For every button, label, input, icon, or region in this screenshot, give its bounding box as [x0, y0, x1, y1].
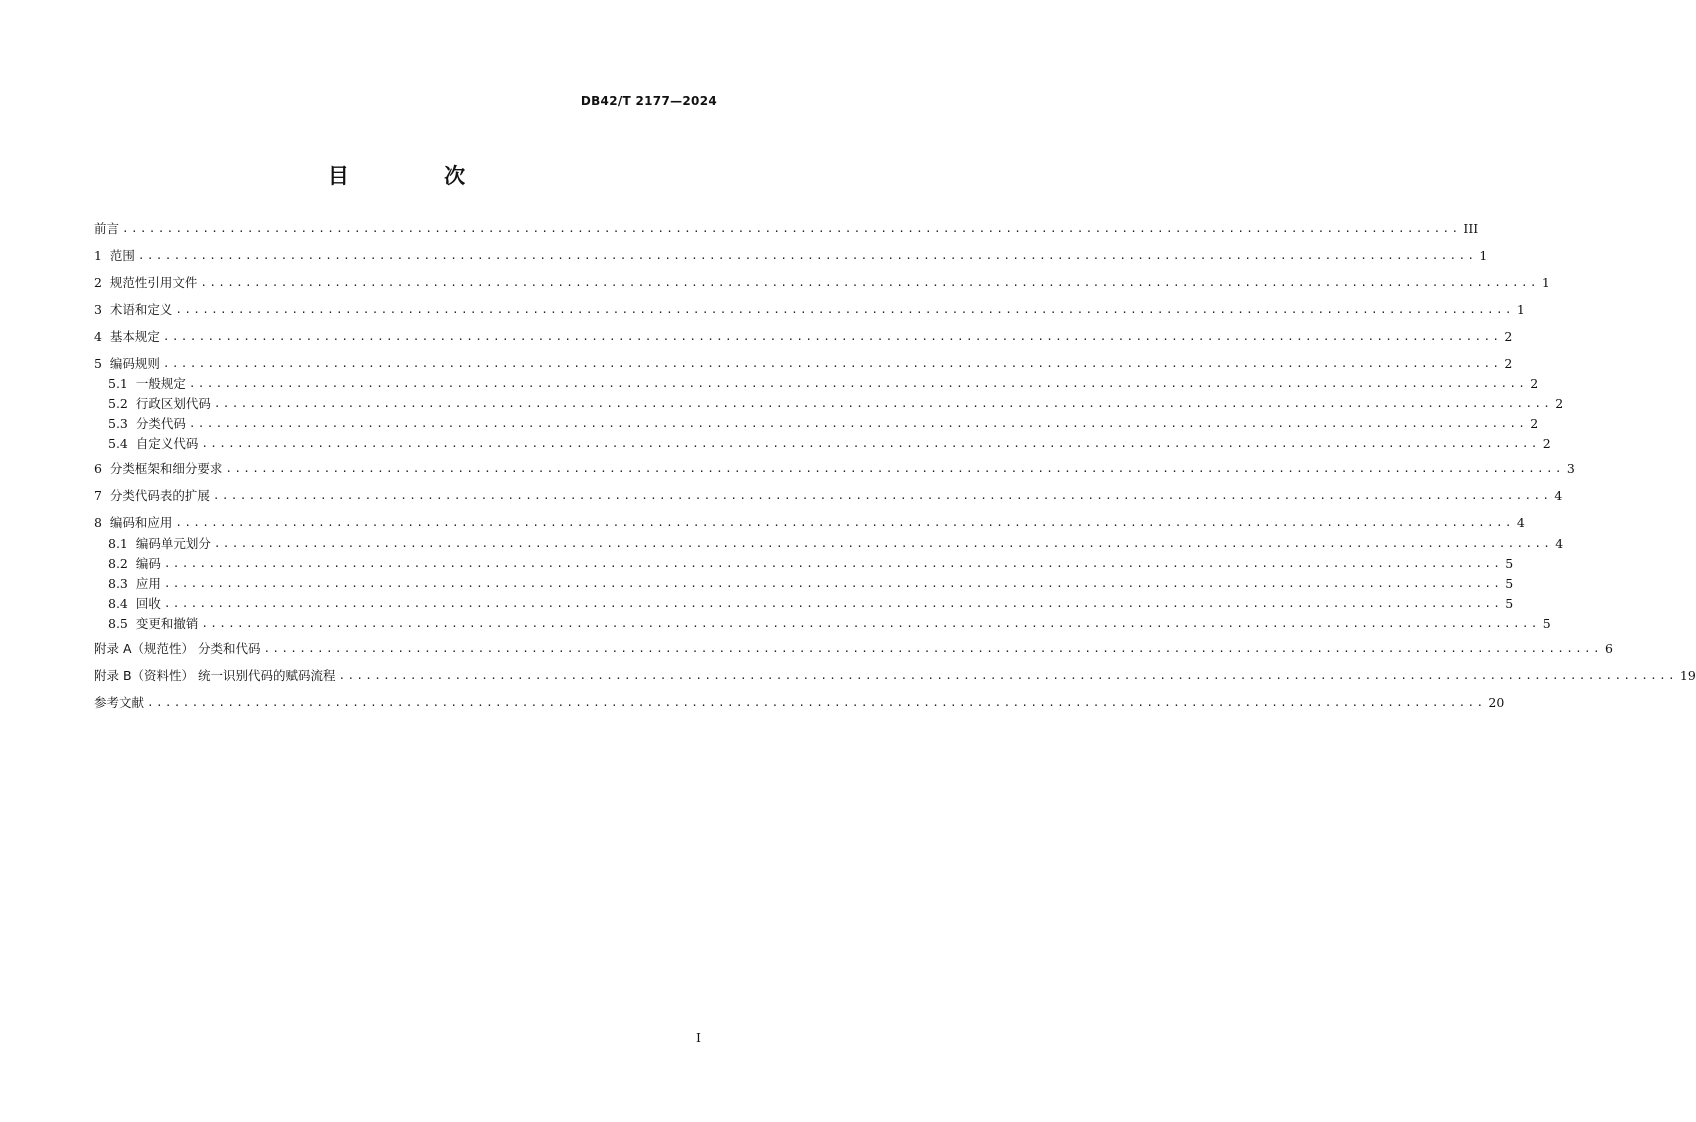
toc-entry-page: 4 [1516, 514, 1525, 530]
toc-entry-label: 前言 [94, 221, 120, 236]
toc-entry-page: 5 [1542, 615, 1551, 631]
toc-leader-dots: ...................................................................................................................................................... [137, 248, 1477, 262]
toc-entry-label: 附录 B（资料性） 统一识别代码的赋码流程 [94, 668, 336, 683]
toc-entry-label: 编码规则 [109, 356, 160, 371]
toc-entry-page: 4 [1554, 487, 1563, 503]
toc-entry-page: 2 [1542, 435, 1551, 451]
toc-entry-page: 5 [1505, 555, 1514, 571]
toc-entry-7[interactable] [94, 486, 1563, 504]
toc-entry-number: 8.1 [108, 535, 136, 551]
toc-leader-dots: ...................................................................................................................................................... [225, 461, 1564, 475]
toc-entry-page: 1 [1516, 301, 1525, 317]
toc-leader-dots: ...................................................................................................................................................... [263, 641, 1602, 655]
toc-leader-dots: ...................................................................................................................................................... [188, 416, 1528, 430]
toc-entry-page: 2 [1555, 395, 1564, 411]
toc-entry-foreword[interactable] [94, 219, 1479, 237]
toc-entry-label: 编码单元划分 [135, 536, 211, 551]
toc-entry-page: 2 [1530, 415, 1539, 431]
toc-entry-number: 8.5 [108, 615, 136, 631]
toc-entry-label: 分类代码表的扩展 [109, 488, 210, 503]
toc-entry-number: 5 [94, 355, 110, 371]
toc-entry-label: 参考文献 [94, 695, 145, 710]
toc-entry-number: 2 [94, 274, 110, 290]
toc-entry-8-4[interactable] [94, 594, 1514, 612]
toc-leader-dots: ...................................................................................................................................................... [201, 616, 1540, 630]
toc-entry-3[interactable] [94, 300, 1525, 318]
toc-entry-page: III [1463, 220, 1479, 236]
toc-entry-number: 3 [94, 301, 110, 317]
toc-entry-5-2[interactable] [94, 394, 1564, 412]
toc-entry-label: 编码和应用 [109, 515, 173, 530]
toc-leader-dots: ...................................................................................................................................................... [162, 329, 1502, 343]
toc-entry-page: 2 [1504, 328, 1513, 344]
toc-leader-dots: ...................................................................................................................................................... [338, 668, 1677, 682]
toc-entry-page: 20 [1488, 694, 1505, 710]
toc-entry-appendix-a[interactable] [94, 639, 1613, 657]
toc-entry-8[interactable] [94, 513, 1525, 531]
toc-entry-label: 应用 [135, 576, 161, 591]
toc-entry-1[interactable] [94, 246, 1488, 264]
toc-entry-label: 一般规定 [135, 376, 186, 391]
toc-entry-number: 4 [94, 328, 110, 344]
toc-entry-number: 8.3 [108, 575, 136, 591]
page-number: I [696, 1030, 701, 1045]
toc-entry-6[interactable] [94, 459, 1575, 477]
toc-leader-dots: ...................................................................................................................................................... [162, 356, 1502, 370]
toc-leader-dots: ...................................................................................................................................................... [212, 488, 1552, 502]
toc-entry-8-2[interactable] [94, 554, 1514, 572]
toc-entry-number: 8.4 [108, 595, 136, 611]
toc-leader-dots: ...................................................................................................................................................... [175, 302, 1514, 316]
toc-entry-page: 5 [1505, 575, 1514, 591]
toc-entry-8-5[interactable] [94, 614, 1551, 632]
toc-entry-label: 变更和撤销 [135, 616, 199, 631]
document-number: DB42/T 2177—2024 [580, 94, 717, 108]
toc-leader-dots: ...................................................................................................................................................... [213, 396, 1553, 410]
toc-leader-dots: ...................................................................................................................................................... [213, 536, 1553, 550]
toc-entry-number: 7 [94, 487, 110, 503]
toc-entry-number: 8.2 [108, 555, 136, 571]
toc-entry-number: 5.3 [108, 415, 136, 431]
toc-entry-page: 2 [1504, 355, 1513, 371]
toc-leader-dots: ...................................................................................................................................................... [175, 515, 1514, 529]
toc-entry-label: 行政区划代码 [135, 396, 211, 411]
toc-entry-page: 3 [1566, 460, 1575, 476]
toc-entry-5-1[interactable] [94, 374, 1539, 392]
toc-entry-page: 4 [1555, 535, 1564, 551]
toc-entry-label: 分类代码 [135, 416, 186, 431]
toc-entry-page: 2 [1530, 375, 1539, 391]
toc-leader-dots: ...................................................................................................................................................... [163, 596, 1503, 610]
toc-entry-page: 1 [1479, 247, 1488, 263]
toc-entry-8-1[interactable] [94, 534, 1564, 552]
toc-entry-page: 6 [1604, 640, 1613, 656]
toc-entry-5[interactable] [94, 354, 1513, 372]
toc-entry-label: 自定义代码 [135, 436, 199, 451]
toc-entry-number: 6 [94, 460, 110, 476]
toc-leader-dots: ...................................................................................................................................................... [201, 436, 1540, 450]
toc-entry-label: 分类框架和细分要求 [109, 461, 223, 476]
toc-entry-appendix-b[interactable] [94, 666, 1696, 684]
toc-leader-dots: ...................................................................................................................................................... [163, 576, 1503, 590]
toc-entry-label: 回收 [135, 596, 161, 611]
toc-entry-5-3[interactable] [94, 414, 1539, 432]
toc-entry-number: 5.4 [108, 435, 136, 451]
toc-leader-dots: ...................................................................................................................................................... [200, 275, 1539, 289]
toc-leader-dots: ...................................................................................................................................................... [188, 376, 1528, 390]
toc-entry-label: 基本规定 [109, 329, 160, 344]
toc-entry-5-4[interactable] [94, 434, 1551, 452]
toc-leader-dots: ...................................................................................................................................................... [122, 221, 1461, 235]
toc-entry-page: 5 [1505, 595, 1514, 611]
toc-title: 目 次 [327, 164, 510, 188]
toc-entry-number: 1 [94, 247, 110, 263]
toc-entry-page: 1 [1541, 274, 1550, 290]
toc-leader-dots: ...................................................................................................................................................... [163, 556, 1503, 570]
toc-entry-label: 术语和定义 [109, 302, 173, 317]
toc-entry-4[interactable] [94, 327, 1513, 345]
toc-entry-label: 编码 [135, 556, 161, 571]
toc-entry-number: 5.1 [108, 375, 136, 391]
toc-entry-label: 规范性引用文件 [109, 275, 198, 290]
toc-entry-label: 附录 A（规范性） 分类和代码 [94, 641, 261, 656]
toc-entry-number: 8 [94, 514, 110, 530]
toc-entry-label: 范围 [109, 248, 135, 263]
toc-entry-8-3[interactable] [94, 574, 1514, 592]
toc-entry-2[interactable] [94, 273, 1550, 291]
toc-entry-number: 5.2 [108, 395, 136, 411]
toc-entry-references[interactable] [94, 693, 1505, 711]
toc-entry-page: 19 [1679, 667, 1696, 683]
toc-leader-dots: ...................................................................................................................................................... [147, 695, 1486, 709]
